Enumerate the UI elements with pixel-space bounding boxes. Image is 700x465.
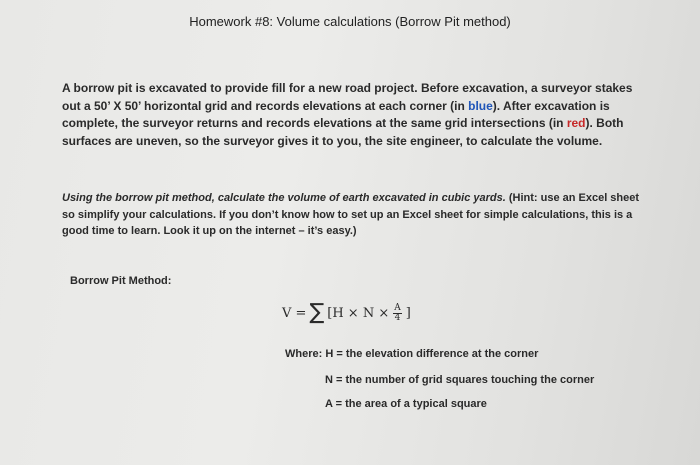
formula-lhs: V = xyxy=(282,305,307,321)
definition-n: N = the number of grid squares touching the corner xyxy=(325,374,595,386)
intro-text-1: A borrow pit is excavated to provide fill for a new road project. Before excavation, a surveyor stakes out a 50’ X 50’ horizontal grid and records elevations at each corner (in xyxy=(62,81,633,113)
intro-paragraph xyxy=(62,80,647,150)
definition-h: Where: H = the elevation difference at the corner xyxy=(285,348,539,360)
method-label: Borrow Pit Method: xyxy=(70,275,172,287)
blue-word: blue xyxy=(468,98,493,113)
red-word: red xyxy=(566,116,586,130)
formula-close: ] xyxy=(405,305,411,321)
formula-body: [H × N × xyxy=(327,305,390,321)
sigma-symbol: ∑ xyxy=(309,300,325,325)
intro-text-2: ). After excavation is complete, the surveyor returns and records elevations at the same grid intersections (in xyxy=(62,98,610,130)
area-fraction xyxy=(393,304,402,323)
definition-a: A = the area of a typical square xyxy=(325,398,487,410)
task-hint: (Hint: use an Excel sheet so simplify your calculations. If you don’t know how to set up an Excel sheet for simple calculations, this is a good time to learn. Look it up on the internet – it’s easy.) xyxy=(62,192,640,237)
borrow-pit-formula xyxy=(282,302,411,324)
intro-text-3: ). Both surfaces are uneven, so the surveyor gives it to you, the site engineer, to calculate the volume. xyxy=(62,116,624,148)
fraction-denominator: 4 xyxy=(394,312,401,323)
task-emphasis: Using the borrow pit method, calculate the volume of earth excavated in cubic yards. xyxy=(62,192,506,204)
fraction-numerator: A xyxy=(394,302,401,313)
page-title: Homework #8: Volume calculations (Borrow Pit method) xyxy=(189,14,511,29)
task-paragraph xyxy=(62,190,647,240)
